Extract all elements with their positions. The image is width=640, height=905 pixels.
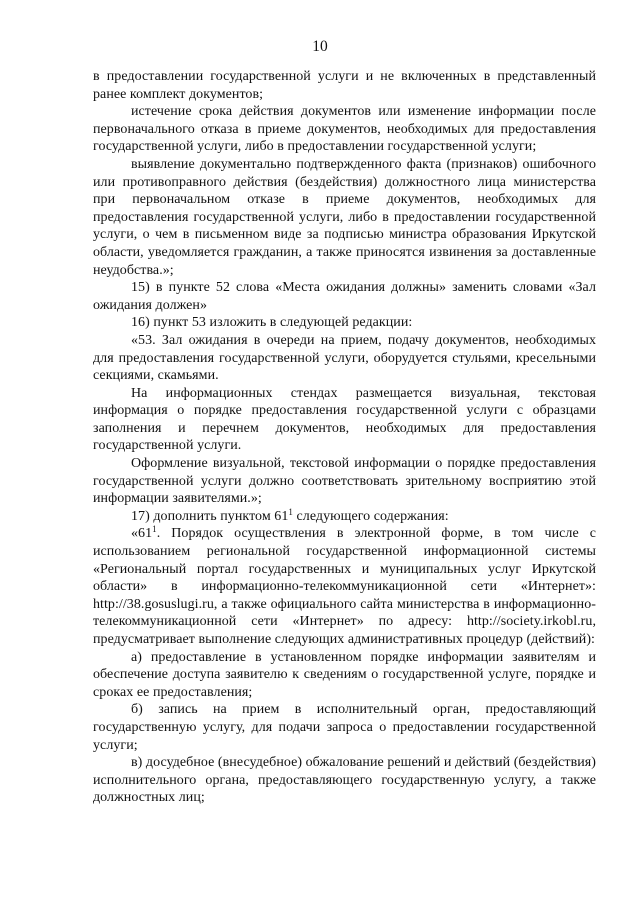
paragraph bbox=[93, 525, 596, 648]
superscript: 1 bbox=[152, 524, 157, 535]
paragraph: 16) пункт 53 изложить в следующей редакции: bbox=[131, 315, 413, 331]
paragraph-text: 17) дополнить пунктом 61 bbox=[131, 508, 289, 524]
paragraph: б) запись на прием в исполнительный орган, предоставляющий государственную услугу, для подачи запроса о предоставлении государственной услуги; bbox=[93, 702, 596, 753]
paragraph: а) предоставление в установленном порядке информации заявителям и обеспечение доступа заявителю к сведениям о государственной услуге, порядке и сроках ее предоставления; bbox=[93, 649, 596, 700]
paragraph: На информационных стендах размещается визуальная, текстовая информация о порядке предоставления государственной услуги с образцами заполнения и перечнем документов, необходимых для предоставления государственной услуги. bbox=[93, 385, 596, 454]
paragraph: в предоставлении государственной услуги и не включенных в представленный ранее комплект документов; bbox=[93, 69, 596, 102]
paragraph: «53. Зал ожидания в очереди на прием, подачу документов, необходимых для предоставления государственной услуги, оборудуется стульями, кресельными секциями, скамьями. bbox=[93, 332, 596, 384]
paragraph-text: . Порядок осуществления в электронной форме, в том числе с использованием региональной государственной информационной системы «Региональный портал государственных и муниципальных услуг Иркутской области» в информационно-телекоммуникационной сети «Интернет»: http://38.gosuslugi.ru, а также официального сайта министерства в информационно-телекоммуникационной сети «Интернет» по адресу: http://society.irkobl.ru, предусматривает выполнение следующих административных процедур (действий): bbox=[93, 526, 596, 647]
page-number: 10 bbox=[312, 38, 328, 55]
paragraph: 15) в пункте 52 слова «Места ожидания должны» заменить словами «Зал ожидания должен» bbox=[93, 280, 596, 313]
paragraph-text: следующего содержания: bbox=[292, 508, 449, 524]
paragraph: Оформление визуальной, текстовой информации о порядке предоставления государственной услуги должно соответствовать зрительному восприятию этой информации заявителями.»; bbox=[93, 456, 596, 507]
paragraph-text: «61 bbox=[131, 526, 153, 542]
paragraph bbox=[93, 508, 596, 526]
paragraph: истечение срока действия документов или изменение информации после первоначального отказа в приеме документов, необходимых для предоставления государственной услуги, либо в предоставлении государственной услуги; bbox=[93, 104, 596, 155]
superscript: 1 bbox=[288, 506, 293, 517]
paragraph: в) досудебное (внесудебное) обжалование решений и действий (бездействия) исполнительного органа, предоставляющего государственную услугу, а также должностных лиц; bbox=[93, 755, 596, 806]
paragraph: выявление документально подтвержденного факта (признаков) ошибочного или противоправного действия (бездействия) должностного лица министерства при первоначальном отказе в приеме документов, необходимых для предоставления государственной услуги, либо в предоставлении государственной услуги, о чем в письменном виде за подписью министра образования Иркутской области, уведомляется гражданин, а также приносятся извинения за доставленные неудобства.»; bbox=[93, 156, 596, 278]
document-body bbox=[93, 68, 596, 807]
